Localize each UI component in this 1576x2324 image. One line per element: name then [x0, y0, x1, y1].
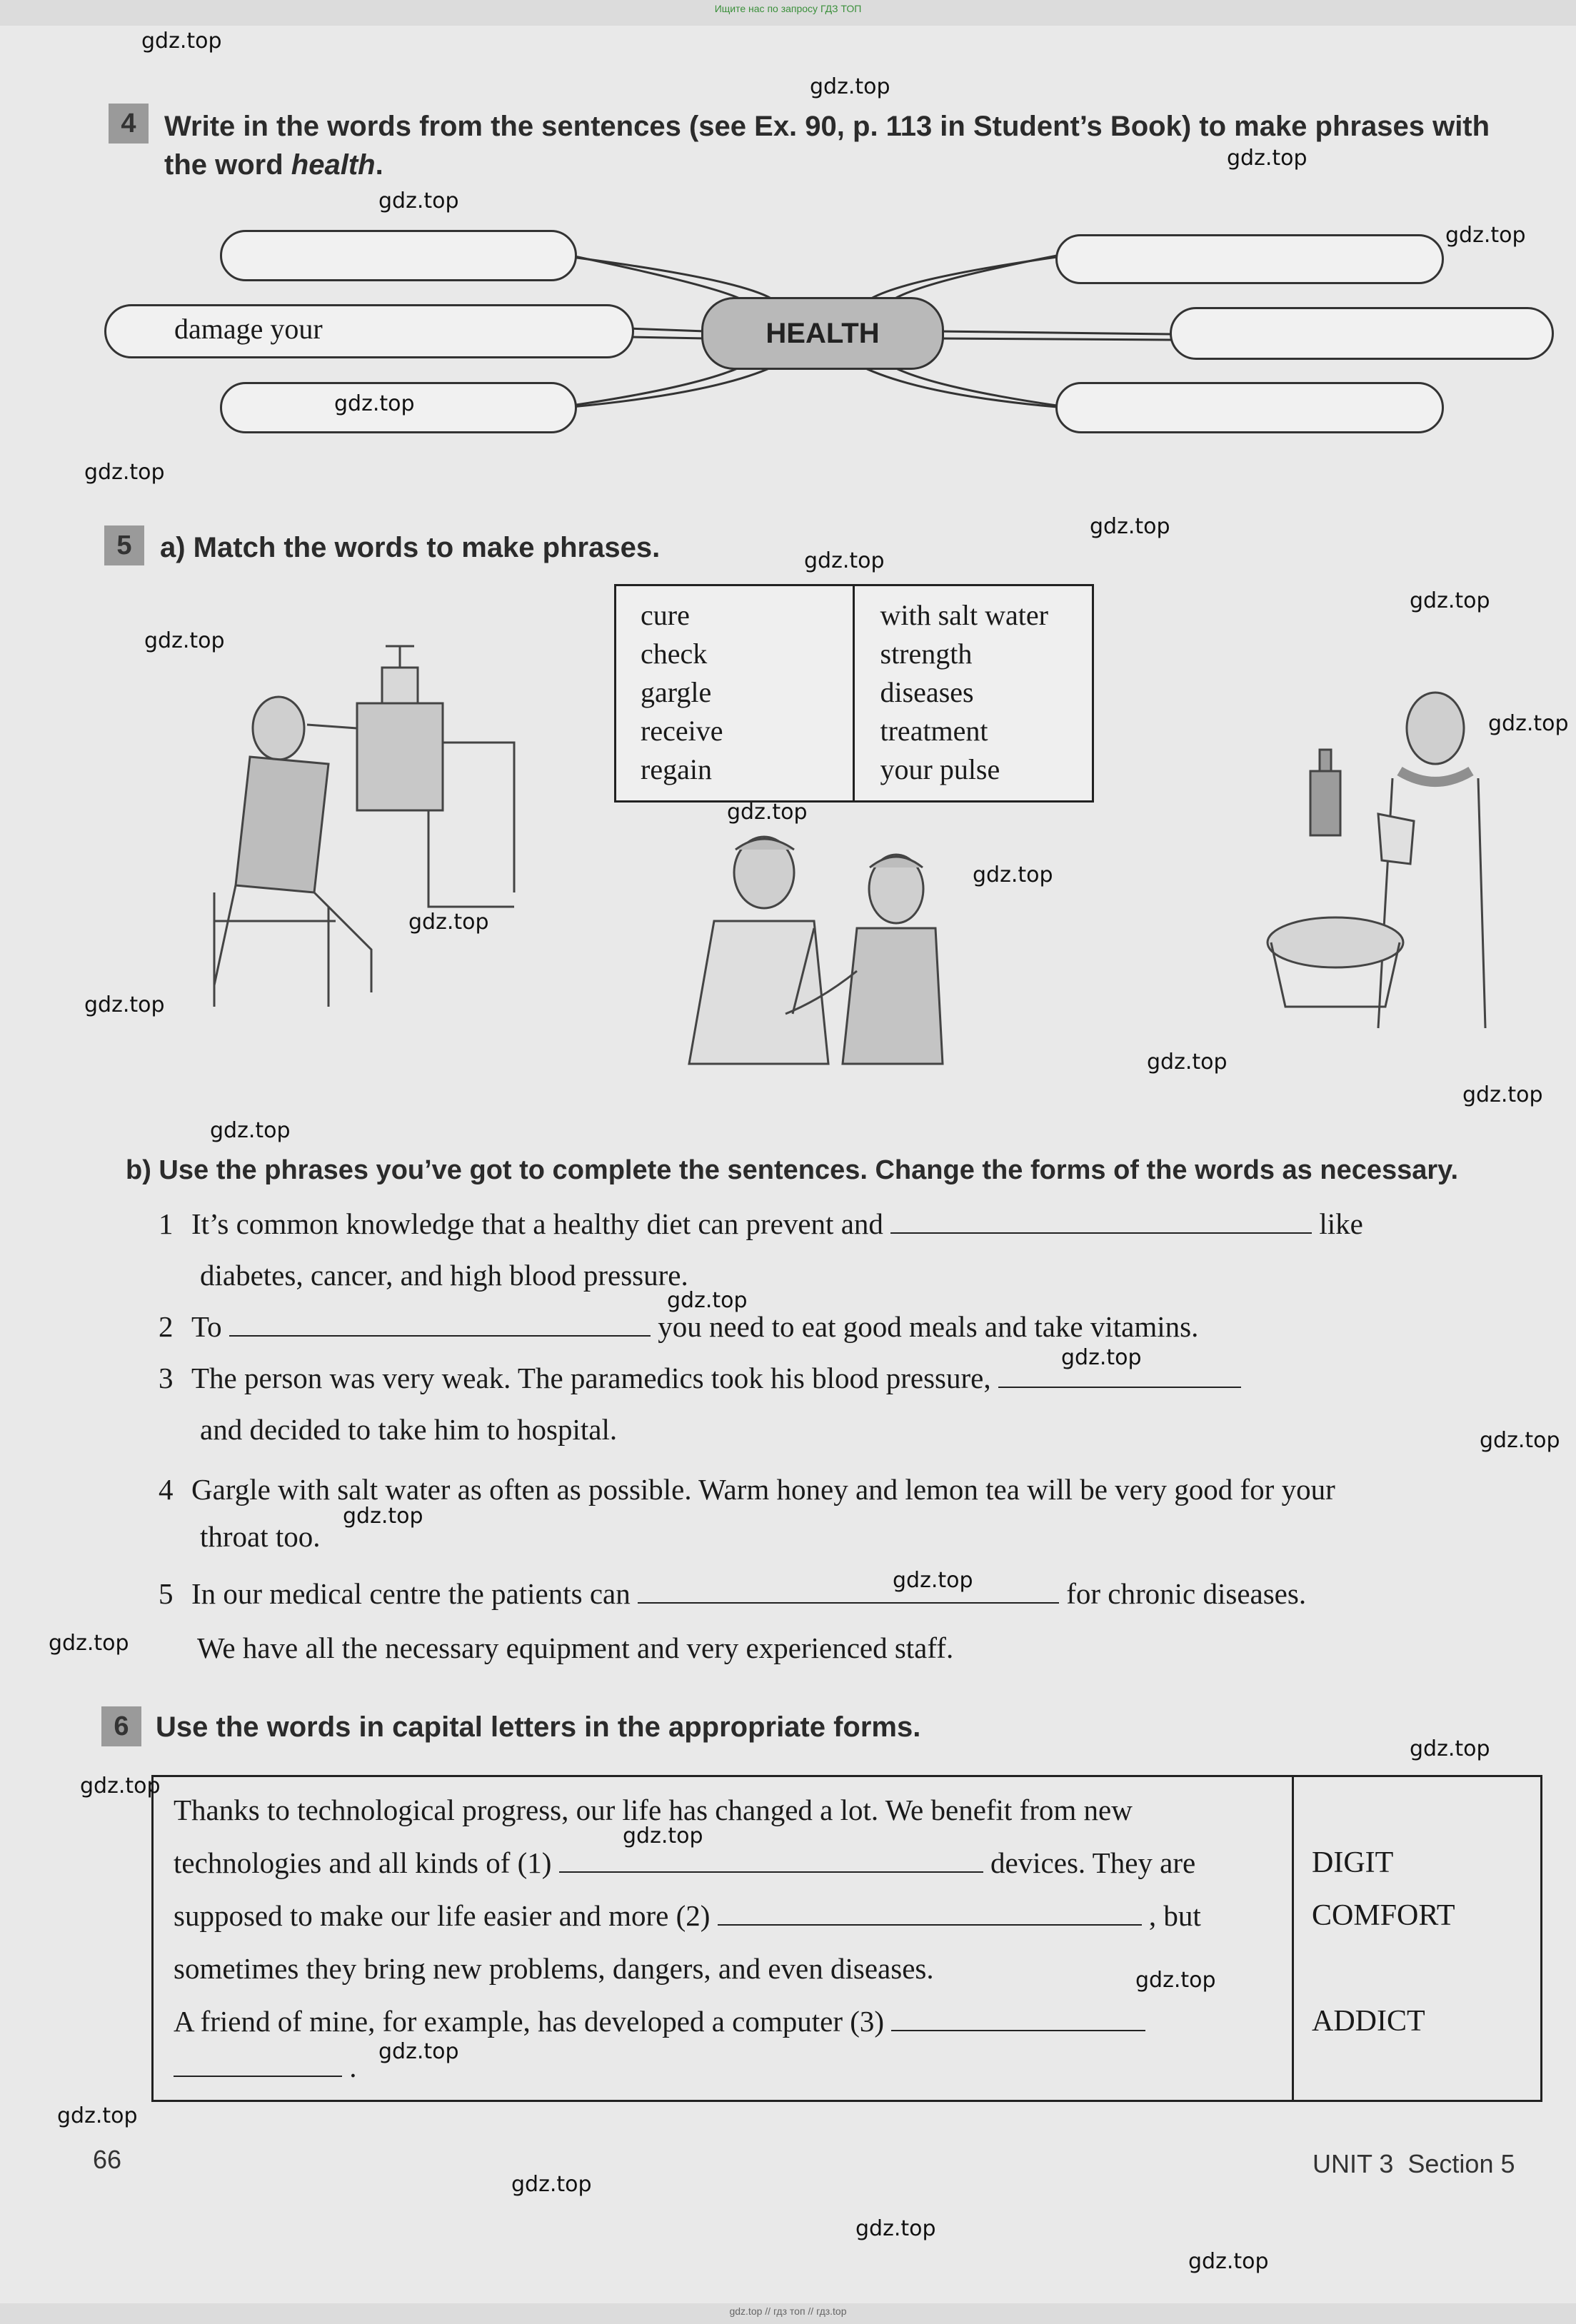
- ex6-text: devices. They are: [990, 1846, 1196, 1879]
- answer-blank-addict[interactable]: [891, 2004, 1145, 2031]
- exercise-5b-heading: b) Use the phrases you’ve got to complete the sentences. Change the forms of the words as necessary.: [126, 1155, 1459, 1185]
- watermark: gdz.top: [667, 1288, 748, 1313]
- watermark: gdz.top: [378, 2039, 459, 2064]
- sentence-text: The person was very weak. The paramedics took his blood pressure,: [191, 1362, 991, 1394]
- section-text: Section 5: [1407, 2149, 1515, 2178]
- left-word: check: [641, 638, 708, 670]
- capital-word-comfort: COMFORT: [1312, 1899, 1455, 1932]
- sentence-text: for chronic diseases.: [1066, 1577, 1307, 1610]
- sentence-1-line-2: diabetes, cancer, and high blood pressure.: [200, 1259, 688, 1292]
- watermark: gdz.top: [141, 29, 222, 54]
- sentence-number: 3: [159, 1362, 174, 1394]
- watermark: gdz.top: [1480, 1428, 1560, 1453]
- exercise-4-heading-line1: Write in the words from the sentences (see Ex. 90, p. 113 in Student’s Book) to make phrases with: [164, 111, 1490, 142]
- ex6-line-5: [174, 2004, 1145, 2038]
- watermark: gdz.top: [1147, 1050, 1228, 1075]
- watermark: gdz.top: [378, 188, 459, 213]
- left-word: gargle: [641, 676, 712, 708]
- watermark: gdz.top: [84, 992, 165, 1017]
- exercise-6-box: [151, 1775, 1542, 2102]
- unit-label: [1313, 2149, 1515, 2179]
- answer-blank-comfort[interactable]: [718, 1898, 1142, 1926]
- page-number: 66: [93, 2145, 122, 2174]
- watermark: gdz.top: [1410, 588, 1490, 613]
- sentence-5-line-1: [159, 1568, 1306, 1619]
- right-word: your pulse: [880, 753, 1000, 785]
- heading-text: .: [375, 149, 383, 181]
- watermark: gdz.top: [57, 2103, 138, 2128]
- watermark: gdz.top: [84, 460, 165, 485]
- bottom-note: gdz.top // гдз топ // гдз.top: [729, 2305, 847, 2317]
- answer-blank-digit[interactable]: [559, 1846, 983, 1873]
- right-word: treatment: [880, 715, 988, 747]
- watermark: gdz.top: [810, 74, 890, 99]
- watermark: gdz.top: [1462, 1082, 1543, 1107]
- left-word: regain: [641, 753, 712, 785]
- watermark: gdz.top: [1135, 1968, 1216, 1993]
- watermark: gdz.top: [973, 862, 1053, 887]
- right-word: strength: [880, 638, 973, 670]
- watermark: gdz.top: [511, 2172, 592, 2197]
- capital-word-addict: ADDICT: [1312, 2005, 1425, 2038]
- ex6-line-6: [174, 2050, 357, 2084]
- exercise-6-heading: Use the words in capital letters in the appropriate forms.: [156, 1711, 921, 1743]
- sentence-5-line-2: We have all the necessary equipment and very experienced staff.: [197, 1631, 954, 1664]
- left-word: cure: [641, 599, 690, 631]
- watermark: gdz.top: [1188, 2249, 1269, 2274]
- exercise-6-number: 6: [101, 1706, 141, 1746]
- watermark: gdz.top: [210, 1118, 291, 1143]
- watermark: gdz.top: [623, 1824, 703, 1848]
- sentence-4-line-1: [159, 1464, 1335, 1515]
- watermark: gdz.top: [855, 2216, 936, 2241]
- answer-blank-5[interactable]: [638, 1576, 1059, 1604]
- exercise-6-text-area: [154, 1777, 1294, 2100]
- watermark: gdz.top: [49, 1631, 129, 1656]
- heading-text: the word: [164, 149, 291, 181]
- sentence-text: like: [1319, 1207, 1363, 1240]
- ex6-text: , but: [1148, 1899, 1201, 1932]
- sentence-3-line-2: and decided to take him to hospital.: [200, 1413, 618, 1446]
- answer-blank-2[interactable]: [229, 1309, 651, 1337]
- ex6-line-2: [174, 1846, 1195, 1880]
- sentence-text: Gargle with salt water as often as possible. Warm honey and lemon tea will be very good for your: [191, 1473, 1335, 1506]
- watermark: gdz.top: [1227, 146, 1308, 171]
- sentence-number: 1: [159, 1207, 174, 1240]
- heading-emphasis: health: [291, 149, 376, 181]
- watermark: gdz.top: [1445, 223, 1526, 248]
- ex6-text: A friend of mine, for example, has developed a computer (3): [174, 2005, 885, 2038]
- watermark: gdz.top: [893, 1568, 973, 1593]
- watermark: gdz.top: [334, 391, 415, 416]
- sentence-text: To: [191, 1310, 222, 1343]
- exercise-4-number: 4: [109, 104, 149, 144]
- watermark: gdz.top: [727, 800, 808, 825]
- right-word: with salt water: [880, 599, 1048, 631]
- sentence-text: you need to eat good meals and take vitamins.: [658, 1310, 1199, 1343]
- health-phrase-text: damage your: [174, 313, 323, 345]
- ex6-line-3: [174, 1898, 1201, 1933]
- sentence-number: 5: [159, 1577, 174, 1610]
- exercise-5-number: 5: [104, 525, 144, 565]
- watermark: gdz.top: [343, 1504, 423, 1529]
- sentence-4-line-2: throat too.: [200, 1520, 321, 1553]
- answer-blank-addict-continued[interactable]: [174, 2050, 342, 2077]
- watermark: gdz.top: [1061, 1345, 1142, 1370]
- watermark: gdz.top: [408, 910, 489, 935]
- sentence-text: It’s common knowledge that a healthy diet can prevent and: [191, 1207, 883, 1240]
- watermark: gdz.top: [1410, 1736, 1490, 1761]
- sentence-text: In our medical centre the patients can: [191, 1577, 631, 1610]
- watermark: gdz.top: [804, 548, 885, 573]
- sentence-number: 2: [159, 1310, 174, 1343]
- watermark: gdz.top: [80, 1774, 161, 1799]
- top-search-note: Ищите нас по запросу ГДЗ ТОП: [714, 3, 862, 14]
- ex6-line-4: sometimes they bring new problems, dangers, and even diseases.: [174, 1952, 934, 1985]
- left-word: receive: [641, 715, 723, 747]
- exercise-5a-heading: a) Match the words to make phrases.: [160, 532, 661, 563]
- ex6-text: supposed to make our life easier and more (2): [174, 1899, 711, 1932]
- illustration-doctor-and-patient: [689, 837, 943, 1064]
- health-hub: HEALTH: [701, 297, 944, 370]
- watermark: gdz.top: [1488, 711, 1569, 736]
- capital-word-digit: DIGIT: [1312, 1846, 1394, 1879]
- right-word: diseases: [880, 676, 974, 708]
- sentence-number: 4: [159, 1473, 174, 1506]
- sentence-1-line-1: [159, 1198, 1363, 1249]
- watermark: gdz.top: [144, 628, 225, 653]
- watermark: gdz.top: [1090, 514, 1170, 539]
- unit-text: UNIT 3: [1313, 2149, 1394, 2178]
- illustration-man-sore-throat: [1268, 693, 1485, 1028]
- illustration-patient-seated: [214, 646, 514, 1007]
- ex6-text: technologies and all kinds of (1): [174, 1846, 552, 1879]
- ex6-line-1: Thanks to technological progress, our life has changed a lot. We benefit from new: [174, 1794, 1133, 1826]
- answer-blank-1[interactable]: [890, 1207, 1312, 1234]
- ex6-text: .: [349, 2051, 357, 2083]
